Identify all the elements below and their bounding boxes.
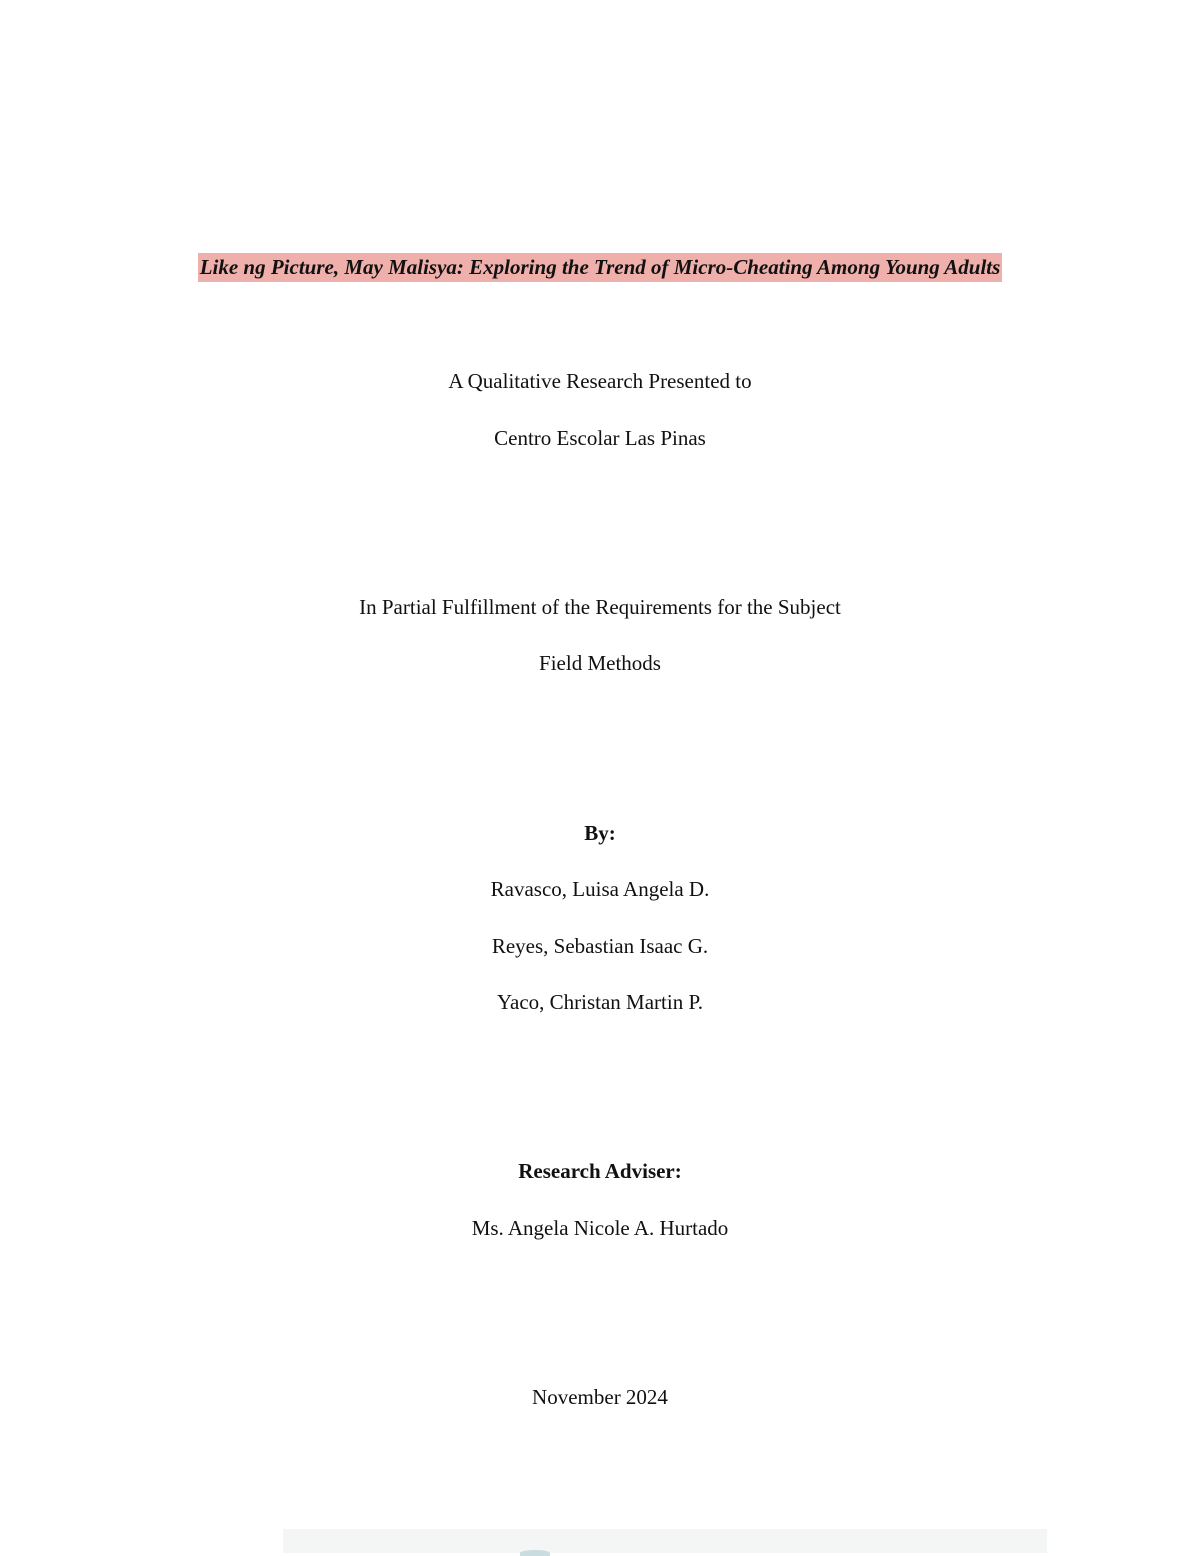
title-block	[0, 253, 1200, 282]
subject-name: Field Methods	[539, 651, 661, 675]
footer-strip	[283, 1529, 1047, 1553]
institution-name: Centro Escolar Las Pinas	[494, 426, 706, 450]
fulfillment-line: In Partial Fulfillment of the Requirements for the Subject	[359, 595, 841, 619]
document-date: November 2024	[532, 1385, 668, 1409]
author-name: Ravasco, Luisa Angela D.	[490, 877, 710, 901]
presented-line: A Qualitative Research Presented to	[448, 369, 752, 393]
adviser-name: Ms. Angela Nicole A. Hurtado	[471, 1216, 729, 1240]
document-title: Like ng Picture, May Malisya: Exploring the Trend of Micro-Cheating Among Young Adults	[198, 253, 1003, 282]
author-name: Reyes, Sebastian Isaac G.	[491, 934, 709, 958]
adviser-label: Research Adviser:	[518, 1159, 682, 1183]
author-name: Yaco, Christan Martin P.	[496, 990, 704, 1014]
by-label: By:	[584, 821, 616, 845]
footer-logo-icon	[520, 1550, 550, 1556]
